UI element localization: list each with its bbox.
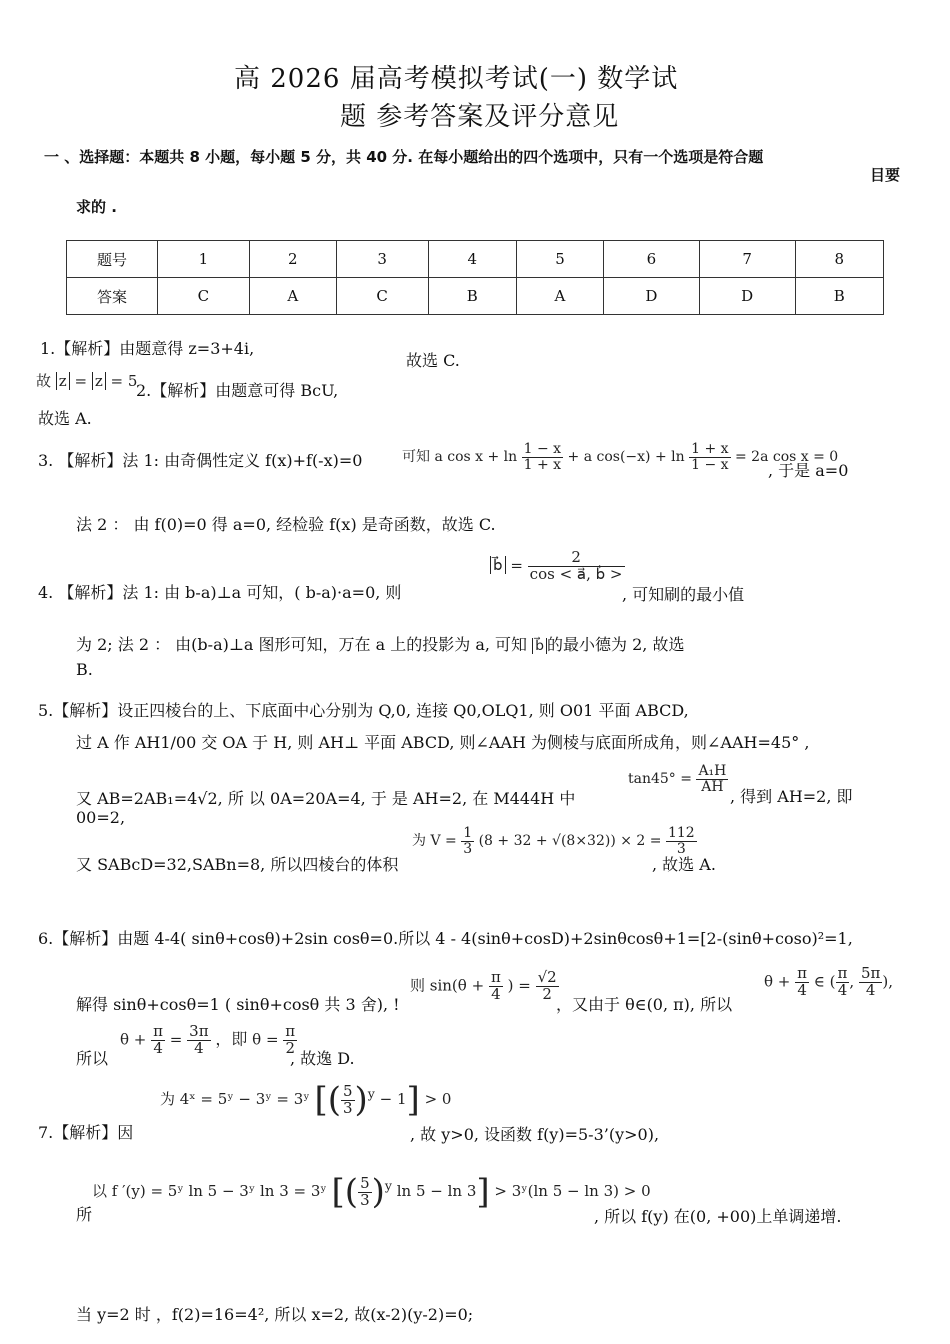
page-title-line1: 高 2026 届高考模拟考试(一) 数学试 (234, 64, 679, 94)
q4-tail: , 可知刷的最小值 (622, 585, 745, 604)
q4-formula-eq: = (510, 556, 523, 575)
q6-line3: 所以 (76, 1049, 109, 1068)
q1-formula-z2: z (92, 372, 106, 390)
table-cell: D (699, 278, 795, 315)
q4-line2: 为 2; 法 2 ： 由(b-a)⊥a 图形可知，万在 a 上的投影为 a, 可知 b⃗ 的最小德为 2, 故选 (76, 635, 685, 654)
q6-fraction-pi2: $\frac{\pi}{2}$ (285, 1022, 296, 1057)
q5-fraction-third: $\frac{1}{3}$ (463, 825, 473, 857)
page-title-line2: 题 参考答案及评分意见 (340, 102, 620, 132)
table-cell: 6 (603, 241, 699, 278)
q5-line5-formula: 为 V = $\frac{1}{3}$ (8 + 32 + √(8×32)) × 2 = $\frac{112}{3}$ (412, 825, 695, 857)
q7-line1-tail: , 故 y>0, 设函数 f(y)=5-3’(y>0), (410, 1125, 660, 1144)
q3-method2: 法 2 ： 由 f(0)=0 得 a=0, 经检验 f(x) 是奇函数，故选 C. (76, 515, 496, 534)
q4-fraction: $\frac{2}{\cos < a⃗, b⃗ >}$ (529, 548, 623, 583)
q6-line1: 6.【解析】由题 4-4( sinθ+cosθ)+2sin cosθ=0.所以 4 - 4(sinθ+cosD)+2sinθcosθ+1=[2-(sinθ+coso)²=1, (38, 929, 853, 948)
q5-line3: 又 AB=2AB₁=4√2, 所 以 0A=20A=4, 于 是 AH=2, 在 M444H 中 (76, 789, 576, 808)
q4-line3: B. (76, 660, 93, 679)
q7-line1-formula: 为 4ˣ = 5ʸ − 3ʸ = 3ʸ [( $\frac{5}{3}$ )$^y$ − 1] > 0 (160, 1080, 452, 1120)
q3-fraction-2: $\frac{1 + x}{1 - x}$ (691, 441, 729, 473)
q6-line2-formula2: θ + $\frac{\pi}{4}$ ∈ ( $\frac{\pi}{4}$ , $\frac{5\pi}{4}$ ), (764, 964, 893, 999)
q6-fraction-pi4: $\frac{\pi}{4}$ (490, 968, 501, 1003)
q6-line3-formula: θ + $\frac{\pi}{4}$ = $\frac{3\pi}{4}$ ，即 θ = $\frac{\pi}{2}$ (120, 1022, 296, 1057)
q7-fraction-5-3-b: $\frac{5}{3}$ (360, 1173, 370, 1209)
table-cell: C (336, 278, 428, 315)
q5-line5: 又 SABcD=32,SABn=8, 所以四棱台的体积 (76, 855, 399, 874)
table-cell: 4 (428, 241, 516, 278)
q6-fraction-pi4-c: $\frac{\pi}{4}$ (837, 964, 848, 999)
table-cell: 1 (158, 241, 250, 278)
q6-line2-formula: 则 sin(θ + $\frac{\pi}{4}$ ) = $\frac{√2}{2}$ (410, 968, 557, 1003)
q1-formula-prefix: 故 (36, 372, 52, 390)
section-heading-a: 一 、选择题：本题共 8 小题，每小题 5 分，共 40 分. 在每小题给出的四个选项中，只有一个选项是符合题 (44, 148, 764, 166)
q3-formula-prefix: 可知 (402, 449, 430, 466)
q1-conclusion: 故选 C. (406, 351, 460, 370)
q6-fraction-pi4-d: $\frac{\pi}{4}$ (153, 1022, 164, 1057)
q5-line3-tail: , 得到 AH=2, 即 (730, 787, 853, 806)
q3-formula-c: = 2a cos x = 0 (734, 449, 839, 466)
q1-formula-z1: z (56, 372, 70, 390)
table-cell: B (428, 278, 516, 315)
table-row-answers (67, 278, 884, 315)
table-cell: A (516, 278, 603, 315)
q1-formula-end: = 5 (110, 372, 138, 390)
section-heading-b: 目要 (870, 166, 901, 184)
q4-line2-vec: b⃗ (532, 638, 547, 654)
q6-fraction-5pi4: $\frac{5\pi}{4}$ (860, 964, 881, 999)
q1-formula-mid: = (74, 372, 88, 390)
q6-line2-mid: ，又由于 θ∈(0, π), 所以 (556, 995, 733, 1014)
q7-line3: 当 y=2 时 ，f(2)=16=4², 所以 x=2, 故(x-2)(y-2)=0; (76, 1305, 474, 1324)
q2-conclusion: 故选 A. (38, 409, 92, 428)
q3-formula-b: + a cos(−x) + ln (567, 449, 685, 466)
answer-table (66, 240, 884, 315)
q3-formula-a: a cos x + ln (434, 449, 518, 466)
table-cell: C (158, 278, 250, 315)
q4-formula (490, 550, 625, 583)
q2-text: 2.【解析】由题意可得 BcU, (136, 381, 339, 400)
q3-text: 3. 【解析】法 1: 由奇偶性定义 f(x)+f(-x)=0 (38, 451, 363, 470)
q6-line2: 解得 sinθ+cosθ=1 ( sinθ+cosθ 共 3 舍), ! (76, 995, 400, 1014)
q7-fraction-5-3: $\frac{5}{3}$ (342, 1081, 353, 1117)
table-cell: 5 (516, 241, 603, 278)
table-cell: 3 (336, 241, 428, 278)
table-cell: D (603, 278, 699, 315)
q7-line2-tail: , 所以 f(y) 在(0, +00)上单调递增. (594, 1207, 842, 1226)
q1-text: 1.【解析】由题意得 z=3+4i, (40, 339, 255, 358)
q4-formula-lhs: b⃗ (490, 556, 506, 574)
q5-line2: 过 A 作 AH1/00 交 OA 于 H, 则 AH⊥ 平面 ABCD, 则∠AAH 为侧棱与底面所成角，则∠AAH=45° , (76, 733, 810, 752)
table-cell: 8 (795, 241, 883, 278)
table-cell-label: 题号 (67, 241, 158, 278)
table-cell: A (249, 278, 336, 315)
q3-tail: , 于是 a=0 (768, 461, 849, 480)
q5-line4: 00=2, (76, 808, 126, 827)
table-cell-label: 答案 (67, 278, 158, 315)
q6-fraction-pi4-b: $\frac{\pi}{4}$ (797, 964, 808, 999)
q5-fraction-tan: $\frac{\text{A₁H}}{AH}$ (698, 763, 727, 795)
q7-line1: 7.【解析】因 (38, 1123, 134, 1142)
q7-line2-formula: 以 f ′(y) = 5ʸ ln 5 − 3ʸ ln 3 = 3ʸ [( $\frac{5}{3}$ )$^y$ ln 5 − ln 3] > 3ʸ(ln 5 − ln 3) > 0 (92, 1172, 651, 1212)
q5-line3-formula: tan45° = $\frac{\text{A₁H}}{AH}$ (628, 763, 727, 795)
q5-fraction-result: $\frac{112}{3}$ (667, 825, 695, 857)
q6-fraction-sqrt2: $\frac{√2}{2}$ (537, 968, 557, 1003)
q6-fraction-3pi4: $\frac{3\pi}{4}$ (189, 1022, 209, 1057)
table-cell: 2 (249, 241, 336, 278)
q5-line1: 5.【解析】设正四棱台的上、下底面中心分别为 Q,0, 连接 Q0,OLQ1, 则 O01 平面 ABCD, (38, 701, 689, 720)
q5-line5-tail: , 故选 A. (652, 855, 716, 874)
q1-formula (36, 370, 137, 391)
table-cell: 7 (699, 241, 795, 278)
q7-line2: 所 (76, 1205, 93, 1224)
table-row-numbers (67, 241, 884, 278)
table-cell: B (795, 278, 883, 315)
q6-line3-tail: , 故逸 D. (290, 1049, 355, 1068)
q4-text: 4. 【解析】法 1: 由 b-a)⊥a 可知，( b-a)·a=0, 则 (38, 583, 402, 602)
q3-fraction-1: $\frac{1 - x}{1 + x}$ (523, 441, 562, 473)
section-heading-c: 求的 . (76, 198, 117, 216)
